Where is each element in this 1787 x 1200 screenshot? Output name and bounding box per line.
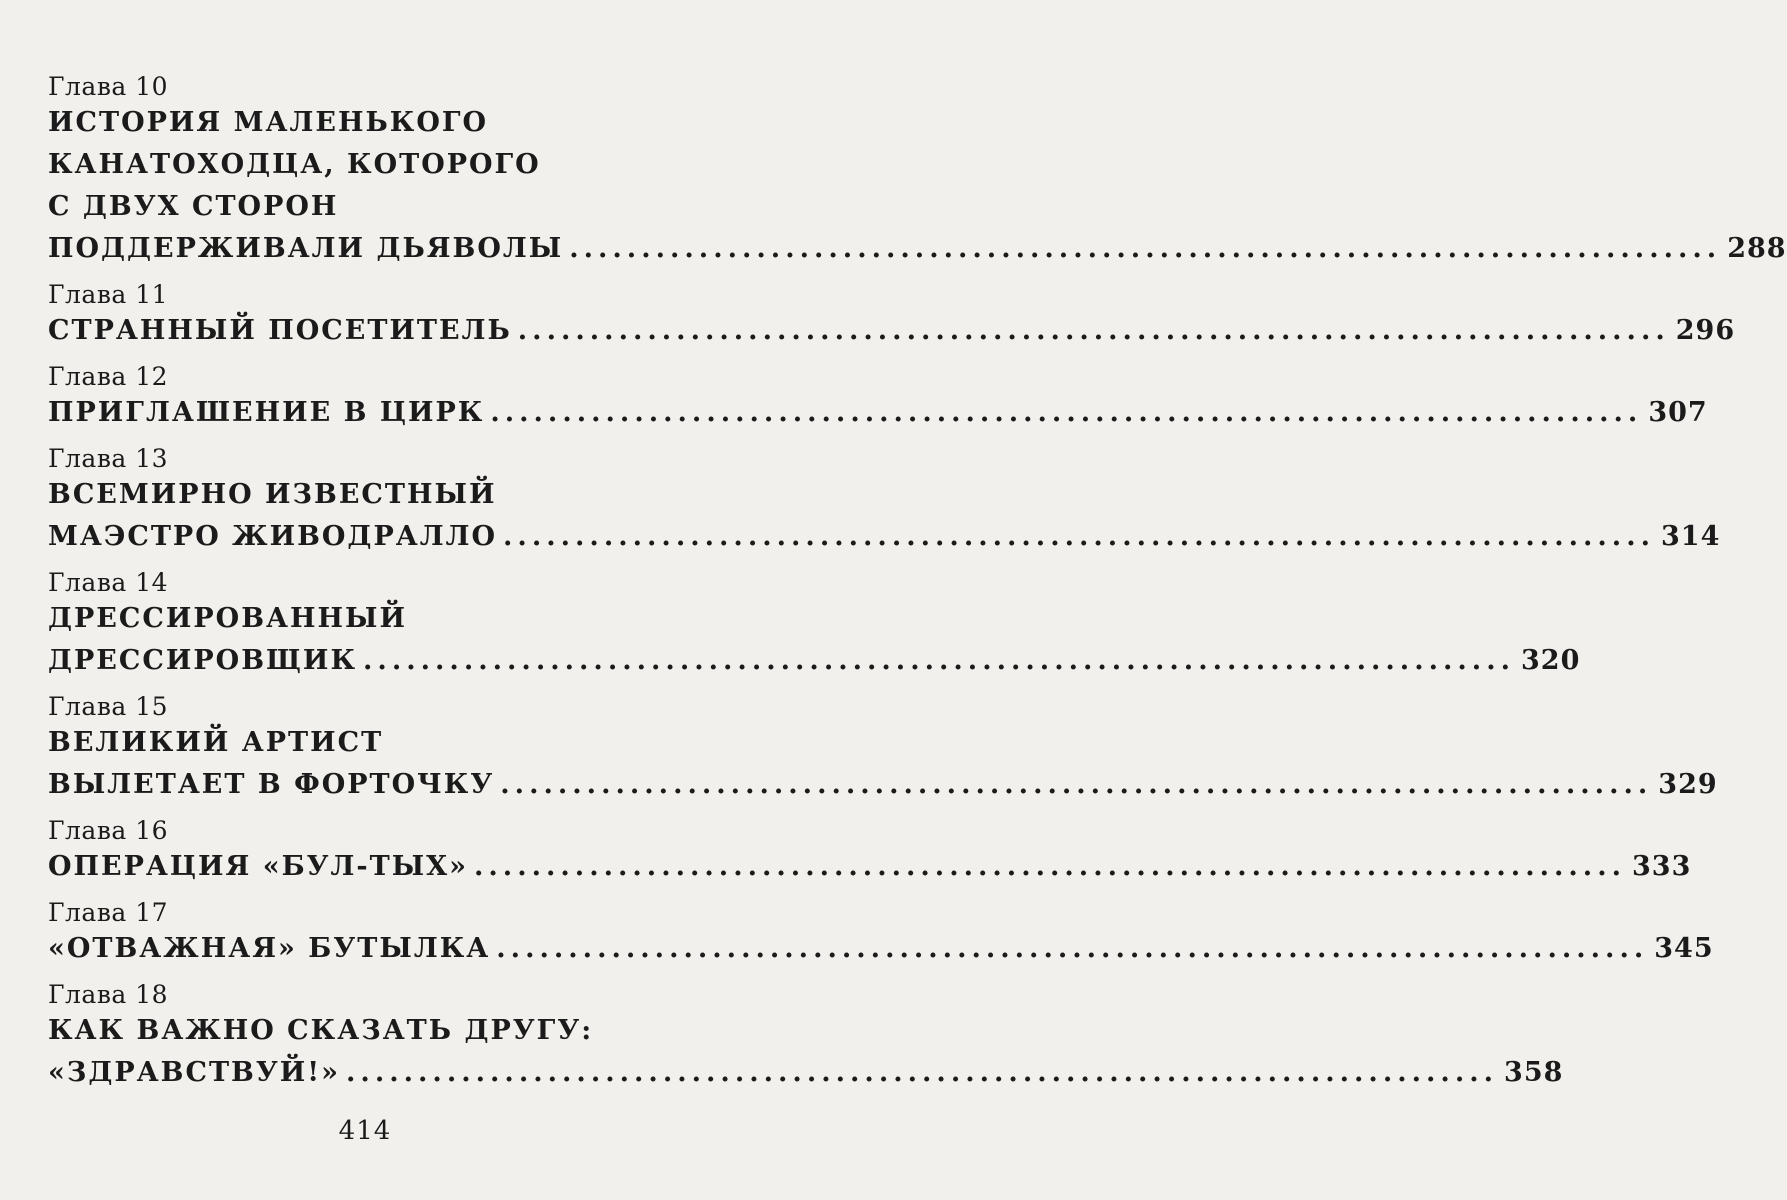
chapter-title-line bbox=[48, 310, 1736, 352]
dot-leader: ................................................................................ bbox=[569, 233, 1722, 264]
chapter-page-number: 329 bbox=[1658, 769, 1718, 800]
chapter-number: Глава 13 bbox=[48, 444, 169, 473]
chapter-number: Глава 16 bbox=[48, 816, 169, 845]
chapter-title-text: ПРИГЛАШЕНИЕ В ЦИРК bbox=[48, 397, 485, 428]
chapter-title-line: КАНАТОХОДЦА, КОТОРОГО bbox=[48, 149, 541, 180]
chapter-page-number: 345 bbox=[1654, 933, 1714, 964]
chapter-page-number: 358 bbox=[1504, 1057, 1564, 1088]
chapter-title-line bbox=[48, 640, 1581, 682]
chapter-number: Глава 10 bbox=[48, 72, 169, 101]
toc-entry bbox=[48, 362, 1708, 434]
dot-leader: ................................................................................ bbox=[500, 769, 1653, 800]
dot-leader: ................................................................................ bbox=[517, 315, 1670, 346]
chapter-title-text: СТРАННЫЙ ПОСЕТИТЕЛЬ bbox=[48, 315, 512, 346]
dot-leader: ................................................................................ bbox=[490, 397, 1643, 428]
toc-entry bbox=[48, 444, 1721, 558]
chapter-number: Глава 15 bbox=[48, 692, 169, 721]
chapter-title-line bbox=[48, 392, 1708, 434]
chapter-title-text: МАЭСТРО ЖИВОДРАЛЛО bbox=[48, 521, 498, 552]
chapter-number: Глава 18 bbox=[48, 980, 169, 1009]
chapter-number: Глава 12 bbox=[48, 362, 169, 391]
chapter-title-line bbox=[48, 764, 1718, 806]
chapter-title-line: ДРЕССИРОВАННЫЙ bbox=[48, 603, 407, 634]
dot-leader: ................................................................................ bbox=[496, 933, 1649, 964]
toc-entry bbox=[48, 898, 1714, 970]
chapter-title-line: С ДВУХ СТОРОН bbox=[48, 191, 339, 222]
chapter-title-line: КАК ВАЖНО СКАЗАТЬ ДРУГУ: bbox=[48, 1015, 594, 1046]
chapter-title-line: ВЕЛИКИЙ АРТИСТ bbox=[48, 727, 384, 758]
chapter-page-number: 296 bbox=[1675, 315, 1736, 346]
chapter-title-line bbox=[48, 928, 1714, 970]
dot-leader: ................................................................................ bbox=[503, 521, 1656, 552]
chapter-title-line bbox=[48, 516, 1721, 558]
toc-entry bbox=[48, 980, 1564, 1094]
chapter-title-line bbox=[48, 228, 1787, 270]
dot-leader: ................................................................................ bbox=[363, 645, 1516, 676]
chapter-title-line: ВСЕМИРНО ИЗВЕСТНЫЙ bbox=[48, 479, 497, 510]
chapter-title-line: ИСТОРИЯ МАЛЕНЬКОГО bbox=[48, 107, 488, 138]
toc-entry bbox=[48, 280, 1736, 352]
chapter-page-number: 314 bbox=[1661, 521, 1721, 552]
chapter-title-line bbox=[48, 1052, 1564, 1094]
chapter-page-number: 288 bbox=[1727, 233, 1787, 264]
chapter-number: Глава 11 bbox=[48, 280, 169, 309]
chapter-title-text: «ЗДРАВСТВУЙ!» bbox=[48, 1057, 341, 1088]
chapter-title-line bbox=[48, 846, 1692, 888]
table-of-contents bbox=[48, 72, 1787, 1104]
chapter-title-text: «ОТВАЖНАЯ» БУТЫЛКА bbox=[48, 933, 491, 964]
toc-entry bbox=[48, 816, 1692, 888]
chapter-title-text: ОПЕРАЦИЯ «БУЛ-ТЫХ» bbox=[48, 851, 468, 882]
toc-entry bbox=[48, 568, 1581, 682]
chapter-number: Глава 14 bbox=[48, 568, 169, 597]
dot-leader: ................................................................................ bbox=[346, 1057, 1499, 1088]
dot-leader: ................................................................................ bbox=[474, 851, 1626, 882]
chapter-title-text: ПОДДЕРЖИВАЛИ ДЬЯВОЛЫ bbox=[48, 233, 564, 264]
chapter-page-number: 320 bbox=[1521, 645, 1581, 676]
chapter-title-text: ВЫЛЕТАЕТ В ФОРТОЧКУ bbox=[48, 769, 495, 800]
chapter-page-number: 307 bbox=[1648, 397, 1708, 428]
toc-entry bbox=[48, 692, 1718, 806]
toc-entry bbox=[48, 72, 1787, 270]
chapter-number: Глава 17 bbox=[48, 898, 169, 927]
chapter-page-number: 333 bbox=[1632, 851, 1692, 882]
page-number: 414 bbox=[338, 1116, 392, 1146]
chapter-title-text: ДРЕССИРОВЩИК bbox=[48, 645, 358, 676]
